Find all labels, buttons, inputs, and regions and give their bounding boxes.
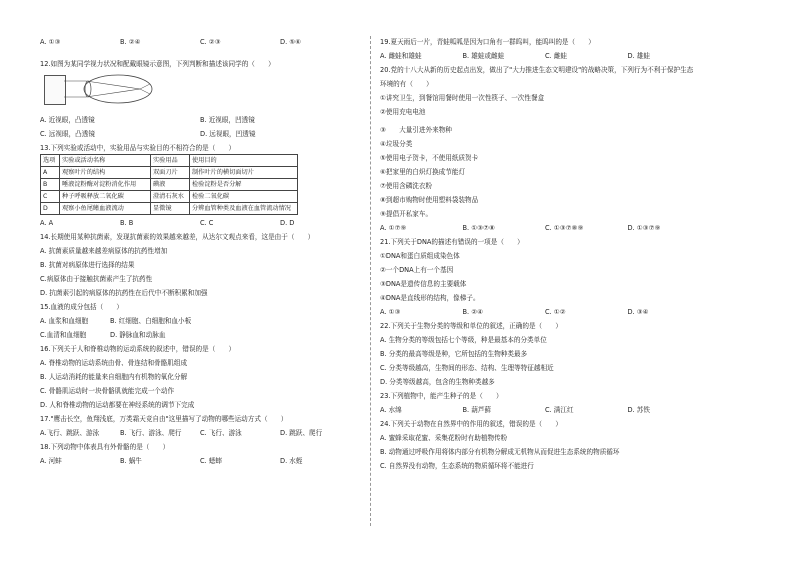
option-a: A. 水绵 (380, 406, 402, 414)
question-17-stem: 17."鹰击长空，鱼翔浅底，万类霜天竞自由"这里描写了动物的哪些运动方式（ ） (40, 415, 288, 423)
question-20-stem: 20.党的十八大从新的历史起点出发，做出了"大力推进生态文明建设"的战略决策，下列行为不利于保护生态 (380, 66, 694, 74)
option-b: B. 红细胞、白细胞和血小板 (110, 317, 192, 325)
option-d: D. 远视眼，凹透镜 (200, 130, 256, 138)
option-d: D. ③④ (627, 308, 649, 316)
option-b: B. 动物通过呼吸作用将体内部分有机物分解成无机物从而促进生态系统的物质循环 (380, 448, 620, 456)
option-d: D. ①③⑦⑨ (627, 224, 661, 232)
option-d: D. ⑤⑥ (280, 38, 302, 46)
eye-diagram (42, 71, 360, 113)
eye-ray-figure (42, 71, 192, 113)
question-24-stem: 24.下列关于动物在自然界中的作用的叙述，错误的是（ ） (380, 420, 562, 428)
option-c: C. ①③⑦⑧⑨ (545, 224, 584, 232)
option-b: B. ①③⑦⑧ (462, 224, 495, 232)
option-c: C. 飞行、游泳 (200, 429, 242, 437)
list-item: ②一个DNA上有一个基因 (380, 266, 454, 274)
question-13-stem: 13.下列实验或活动中，实验用品与实验目的不相符合的是（ ） (40, 144, 236, 152)
question-23-stem: 23.下列植物中，能产生种子的是（ ） (380, 392, 503, 400)
list-item: ①DNA和蛋白质组成染色体 (380, 252, 460, 260)
option-a: A. 雌蛙和雄蛙 (380, 52, 422, 60)
option-c: C.血清和血细胞 (40, 331, 87, 339)
table-cell: 唾液淀粉酶对淀粉消化作用 (60, 179, 151, 191)
list-item: ③ 大量引进外来物种 (380, 126, 452, 134)
option-b: B. 抗菌对病原体进行选择的结果 (40, 261, 135, 269)
option-d: D. 苏铁 (627, 406, 650, 414)
option-d: D. D (280, 219, 295, 227)
table-cell: A (41, 167, 60, 179)
table-cell: 种子呼吸释放二氧化碳 (60, 191, 151, 203)
option-a: A. ①③ (380, 308, 401, 316)
table-cell: 观察叶片的结构 (60, 167, 151, 179)
question-13-options (40, 219, 360, 227)
table-cell: 检验二氧化碳 (190, 191, 298, 203)
option-a: A. ①③ (40, 38, 61, 46)
prev-question-options (40, 38, 360, 46)
table-cell: D (41, 203, 60, 215)
option-c: C. 远视眼，凸透镜 (40, 130, 95, 138)
question-15-options-row2 (40, 331, 360, 339)
table-cell: 分辨血管种类及血液在血管流动情况 (190, 203, 298, 215)
option-b: B. ②④ (120, 38, 141, 46)
option-a: A. ①⑦⑨ (380, 224, 407, 232)
table-row (41, 191, 298, 203)
question-12-stem: 12.如图为某同学视力状况和配戴眼镜示意图，下列判断和描述该同学的（ ） (40, 60, 275, 68)
option-a: A. 蜜蜂采取花蜜、采集花粉时有助植物传粉 (380, 434, 508, 442)
list-item: ⑥把家里的白炽灯换成节能灯 (380, 168, 466, 176)
list-item: ②使用充电电池 (380, 108, 426, 116)
table-header-row (41, 155, 298, 167)
question-16-stem: 16.下列关于人和脊椎动物的运动系统的叙述中，错误的是（ ） (40, 345, 236, 353)
question-12-options-row1 (40, 116, 360, 124)
option-b: B. 蜗牛 (120, 457, 142, 465)
option-a: A. 抗菌素质量越来越差病原体的抗药性增加 (40, 247, 168, 255)
question-12-options-row2 (40, 130, 360, 138)
question-22-stem: 22.下列关于生物分类的等级和单位的叙述，正确的是（ ） (380, 322, 562, 330)
list-item: ④垃圾分类 (380, 140, 413, 148)
option-a: A.飞行、跳跃、游泳 (40, 429, 100, 437)
option-a: A. 河蚌 (40, 457, 62, 465)
option-d: D. 静脉血和动脉血 (110, 331, 166, 339)
option-b: B. 飞行、游泳、爬行 (120, 429, 182, 437)
option-c: C. 自然界没有动物，生态系统的物质循环将不能进行 (380, 462, 534, 470)
table-cell: 检验淀粉是否分解 (190, 179, 298, 191)
option-c: C. ①② (545, 308, 566, 316)
option-b: B. 雄蛙或雌蛙 (462, 52, 505, 60)
option-b: B. 近视眼，凹透镜 (200, 116, 255, 124)
table-row (41, 179, 298, 191)
question-15-options-row1 (40, 317, 360, 325)
question-18-options (40, 457, 360, 465)
question-19-stem: 19.夏天雨后一片，青蛙呱呱是因为口角有一群呜叫，能呜叫的是（ ） (380, 38, 595, 46)
right-column (380, 38, 710, 470)
question-23-options (380, 406, 710, 414)
option-a: A. 近视眼，凸透镜 (40, 116, 95, 124)
option-d: D. 抗菌素引起的病原体的抗药性在后代中不断积累和加强 (40, 289, 208, 297)
option-c: C. 满江红 (545, 406, 574, 414)
option-c: C. 骨骼肌运动时一块骨骼肌就能完成一个动作 (40, 387, 175, 395)
option-b: B. 葫芦藓 (462, 406, 491, 414)
question-20-options (380, 224, 710, 232)
column-divider (370, 36, 371, 526)
option-c: C. C (200, 219, 214, 227)
option-b: B. B (120, 219, 134, 227)
option-d: D. 人和脊椎动物的运动都要在神经系统的调节下完成 (40, 401, 195, 409)
table-cell: 观察小鱼尾鳍血液流动 (60, 203, 151, 215)
option-c: C. 雌蛙 (545, 52, 567, 60)
table-cell: 澄清石灰水 (151, 191, 190, 203)
option-d: D. 雄蛙 (627, 52, 650, 60)
list-item: ⑦使用含磷洗衣粉 (380, 182, 433, 190)
option-a: A. 脊椎动物的运动系统由骨、骨连结和骨骼肌组成 (40, 359, 188, 367)
table-header: 实验用品 (151, 155, 190, 167)
option-a: A. A (40, 219, 54, 227)
option-d: D. 水蛭 (280, 457, 303, 465)
table-cell: C (41, 191, 60, 203)
table-row (41, 203, 298, 215)
table-cell: 碘液 (151, 179, 190, 191)
table-cell: B (41, 179, 60, 191)
option-c: C.病原体由于接触抗菌素产生了抗药性 (40, 275, 153, 283)
option-a: A. 血浆和血细胞 (40, 317, 89, 325)
question-17-options (40, 429, 360, 437)
option-c: C. 蟋蟀 (200, 457, 222, 465)
option-b: B. 人运动消耗的能量来自细胞内有机物的氧化分解 (40, 373, 188, 381)
option-d: D. 跳跃、爬行 (280, 429, 323, 437)
left-column (40, 38, 360, 465)
question-21-stem: 21.下列关于DNA的描述有错误的一项是（ ） (380, 238, 524, 246)
option-b: B. ②④ (462, 308, 484, 316)
list-item: ③DNA是遗传信息的主要载体 (380, 280, 467, 288)
option-c: C. 分类等级越高，生物间的形态、结构、生理等特征越相近 (380, 364, 554, 372)
option-a: A. 生物分类的等级包括七个等级，种是最基本的分类单位 (380, 336, 547, 344)
option-c: C. ②③ (200, 38, 221, 46)
experiment-table (40, 154, 298, 215)
table-cell: 制作叶片的横切面切片 (190, 167, 298, 179)
question-20-stem-cont: 环境的有（ ） (380, 80, 433, 88)
list-item: ⑨提倡开私家车。 (380, 210, 433, 218)
list-item: ④DNA是直线形的结构，像梯子。 (380, 294, 480, 302)
table-header: 实验或活动名称 (60, 155, 151, 167)
option-b: B. 分类的最高等级是种，它所包括的生物种类最多 (380, 350, 528, 358)
question-15-stem: 15.血液的成分包括（ ） (40, 303, 124, 311)
option-d: D. 分类等级越高，包含的生物种类越多 (380, 378, 495, 386)
question-18-stem: 18.下列动物中体表具有外骨骼的是（ ） (40, 443, 170, 451)
list-item: ⑧到超市购物时使用塑料袋装物品 (380, 196, 479, 204)
question-21-options (380, 308, 710, 316)
table-cell: 显微镜 (151, 203, 190, 215)
table-row (41, 167, 298, 179)
question-14-stem: 14.长期使用某种抗菌素，发现抗菌素的效果越来越差，从达尔文观点来看，这是由于（ ） (40, 233, 315, 241)
question-19-options (380, 52, 710, 60)
table-cell: 双面刀片 (151, 167, 190, 179)
list-item: ⑤使用电子贺卡，不使用纸质贺卡 (380, 154, 479, 162)
list-item: ①讲究卫生，到餐馆用餐时使用一次性筷子、一次性餐盒 (380, 94, 545, 102)
table-header: 使用目的 (190, 155, 298, 167)
table-header: 选项 (41, 155, 60, 167)
